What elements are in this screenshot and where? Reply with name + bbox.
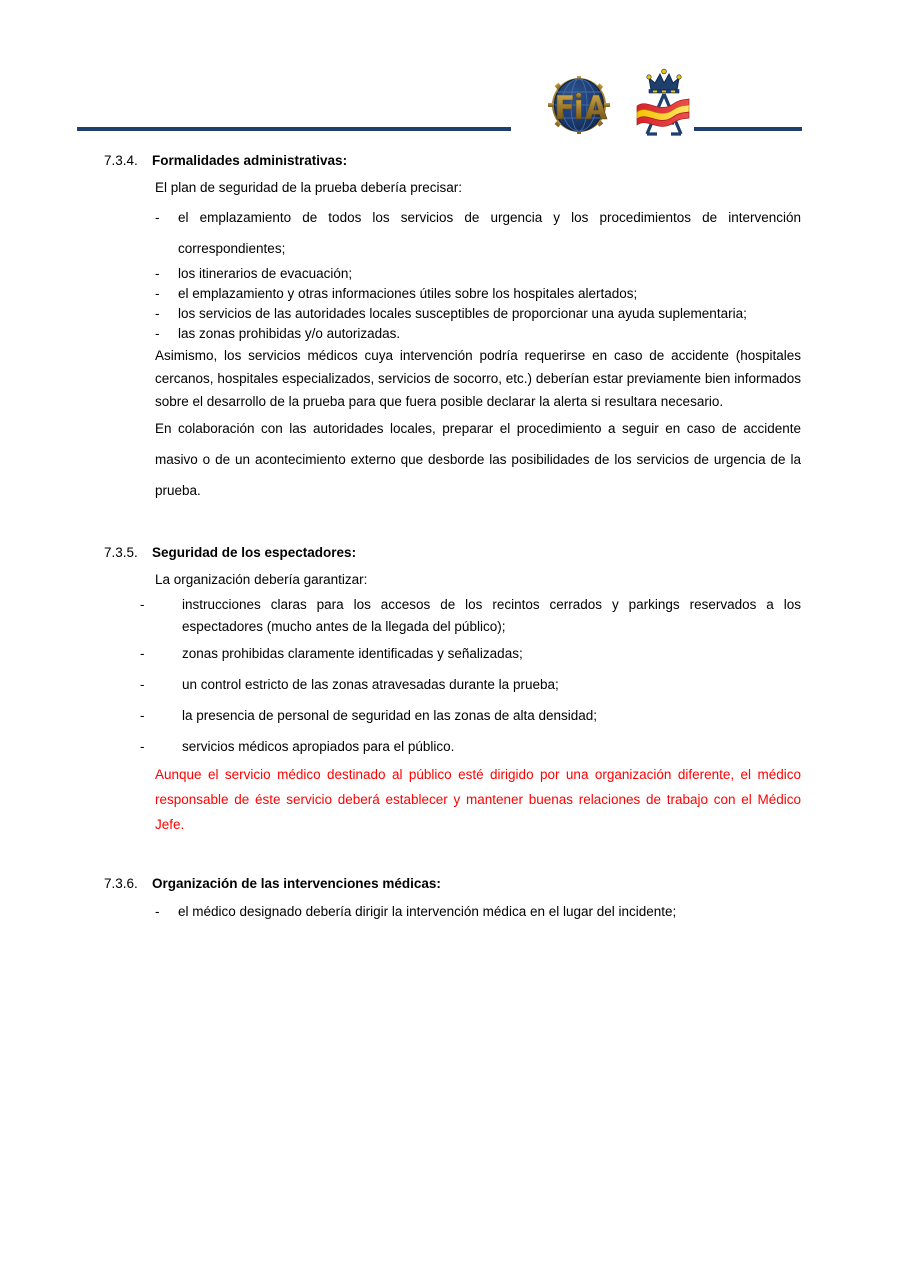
bullet-list [0, 202, 905, 344]
section-heading [0, 150, 905, 172]
section-note-highlight: Aunque el servicio médico destinado al público esté dirigido por una organización diferente, el médico responsable de éste servicio deberá establecer y mantener buenas relaciones de trabajo con el Médico Jefe. [155, 767, 801, 832]
section-number: 7.3.5. [104, 545, 138, 560]
section-number: 7.3.6. [104, 876, 138, 891]
fia-logo-icon [536, 76, 622, 134]
dash-bullet: - [155, 210, 160, 225]
list-item-text: servicios médicos apropiados para el público. [182, 739, 455, 754]
dash-bullet: - [140, 597, 145, 612]
section-heading [0, 873, 905, 895]
section-7-3-6 [0, 873, 905, 925]
dash-bullet: - [155, 266, 160, 281]
list-item [0, 324, 905, 344]
section-7-3-5 [0, 542, 905, 837]
list-item-text: instrucciones claras para los accesos de los recintos cerrados y parkings reservados a los espectadores (mucho antes de la llegada del público); [182, 597, 801, 634]
page-header [0, 0, 905, 150]
dash-bullet: - [155, 286, 160, 301]
dash-bullet: - [140, 646, 145, 661]
header-rule-left [77, 127, 511, 131]
list-item [0, 304, 905, 324]
bullet-list [0, 594, 905, 762]
section-title: Seguridad de los espectadores: [152, 545, 357, 560]
list-item [0, 202, 905, 264]
section-lead-text: La organización debería garantizar: [155, 572, 368, 587]
list-item [0, 731, 905, 762]
crown-icon [647, 69, 681, 93]
header-rule-right [694, 127, 802, 131]
dash-bullet: - [155, 306, 160, 321]
section-paragraph: En colaboración con las autoridades locales, preparar el procedimiento a seguir en caso de accidente masivo o de un acontecimiento externo que desborde las posibilidades de los servicios de urgencia de la prueba. [155, 421, 801, 498]
dash-bullet: - [140, 708, 145, 723]
list-item [0, 700, 905, 731]
section-spacer [0, 837, 905, 873]
list-item [0, 638, 905, 669]
bullet-list [0, 899, 905, 925]
section-heading [0, 542, 905, 564]
section-paragraph: Asimismo, los servicios médicos cuya intervención podría requerirse en caso de accidente (hospitales cercanos, hospitales especializados, servicios de socorro, etc.) deberían estar previamente bien informados sobre el desarrollo de la prueba para que fuera posible declarar la alerta si resultara necesario. [155, 348, 801, 409]
list-item-text: zonas prohibidas claramente identificadas y señalizadas; [182, 646, 523, 661]
list-item-text: los servicios de las autoridades locales susceptibles de proporcionar una ayuda suplementaria; [178, 306, 747, 321]
list-item-text: el médico designado debería dirigir la intervención médica en el lugar del incidente; [178, 904, 677, 919]
list-item-text: el emplazamiento de todos los servicios de urgencia y los procedimientos de intervención correspondientes; [178, 210, 801, 256]
spanish-flag-icon [637, 99, 689, 126]
rfeda-logo-icon [633, 66, 695, 136]
section-lead-text: El plan de seguridad de la prueba debería precisar: [155, 180, 462, 195]
dash-bullet: - [155, 326, 160, 341]
list-item-text: los itinerarios de evacuación; [178, 266, 353, 281]
list-item [0, 264, 905, 284]
section-7-3-4 [0, 150, 905, 506]
section-title: Organización de las intervenciones médicas: [152, 876, 441, 891]
list-item-text: un control estricto de las zonas atravesadas durante la prueba; [182, 677, 559, 692]
dash-bullet: - [140, 739, 145, 754]
list-item [0, 899, 905, 925]
dash-bullet: - [140, 677, 145, 692]
section-spacer [0, 506, 905, 542]
document-body [0, 150, 905, 925]
list-item [0, 669, 905, 700]
dash-bullet: - [155, 904, 160, 919]
list-item [0, 284, 905, 304]
list-item [0, 594, 905, 638]
list-item-text: el emplazamiento y otras informaciones útiles sobre los hospitales alertados; [178, 286, 638, 301]
section-number: 7.3.4. [104, 153, 138, 168]
list-item-text: las zonas prohibidas y/o autorizadas. [178, 326, 401, 341]
section-title: Formalidades administrativas: [152, 153, 348, 168]
list-item-text: la presencia de personal de seguridad en las zonas de alta densidad; [182, 708, 598, 723]
